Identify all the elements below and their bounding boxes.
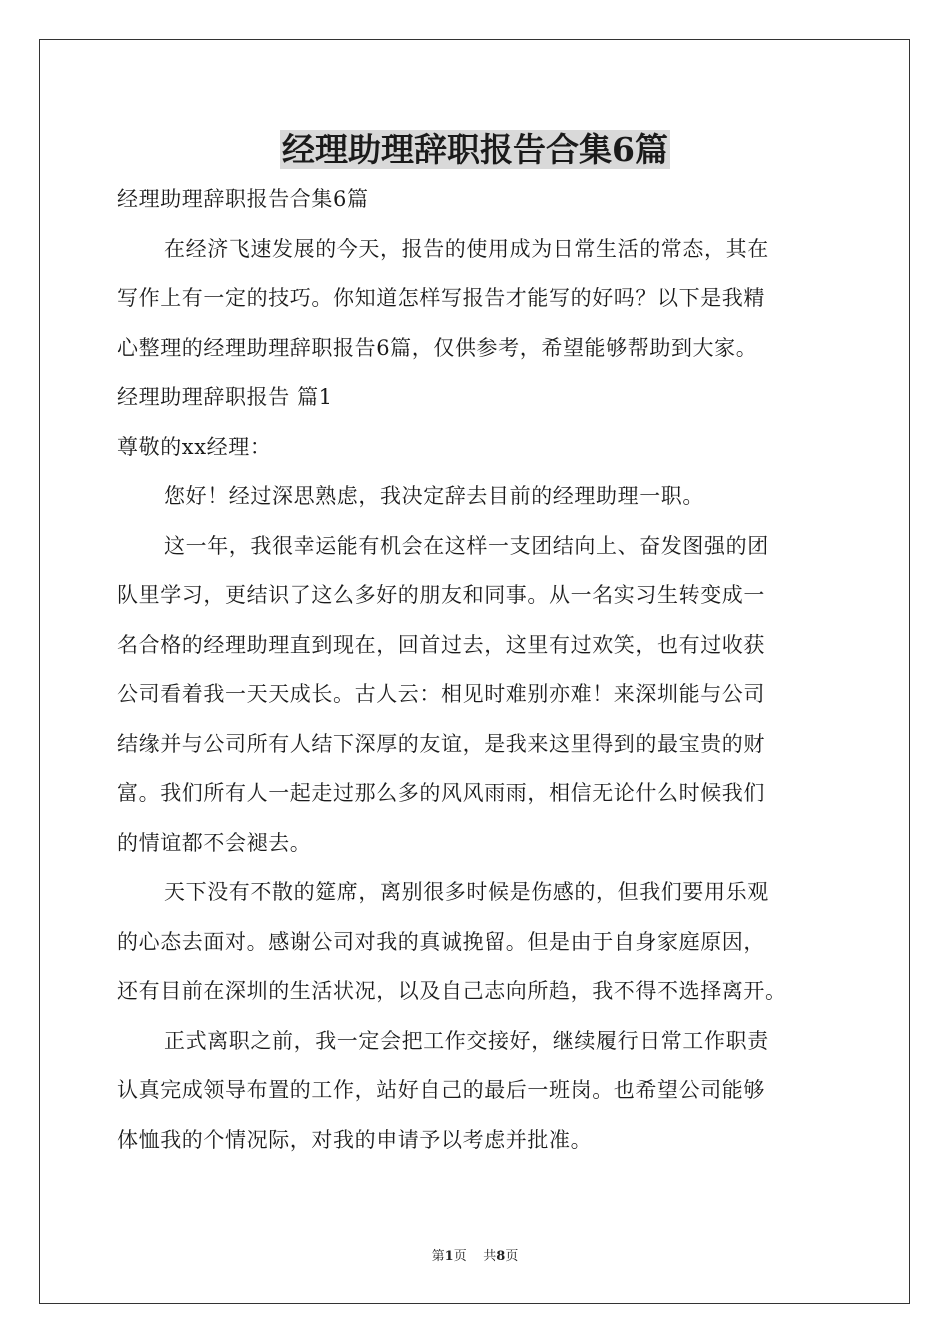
text-line: 您好！经过深思熟虑，我决定辞去目前的经理助理一职。 xyxy=(164,484,704,508)
text-line: 天下没有不散的筵席，离别很多时候是伤感的，但我们要用乐观 xyxy=(164,880,769,904)
text-line: 经理助理辞职报告 篇1 xyxy=(117,385,333,409)
text-line: 写作上有一定的技巧。你知道怎样写报告才能写的好吗？以下是我精 xyxy=(117,286,765,310)
text-line: 正式离职之前，我一定会把工作交接好，继续履行日常工作职责 xyxy=(164,1028,769,1053)
text-line: 公司看着我一天天成长。古人云：相见时难别亦难！来深圳能与公司 xyxy=(117,682,765,706)
page-label-suffix: 页 xyxy=(453,1249,467,1264)
text-line: 体恤我的个情况际，对我的申请予以考虑并批准。 xyxy=(117,1127,593,1152)
text-line: 结缘并与公司所有人结下深厚的友谊，是我来这里得到的最宝贵的财 xyxy=(117,731,765,756)
text-line: 认真完成领导布置的工作，站好自己的最后一班岗。也希望公司能够 xyxy=(117,1078,765,1102)
page-footer xyxy=(0,1245,950,1264)
total-page-count: 8 xyxy=(496,1249,506,1264)
text-line: 的情谊都不会褪去。 xyxy=(117,830,312,855)
text-line: 富。我们所有人一起走过那么多的风风雨雨，相信无论什么时候我们 xyxy=(117,781,765,805)
document-body xyxy=(117,175,835,1165)
text-line: 经理助理辞职报告合集6篇 xyxy=(117,187,369,211)
page-label-prefix: 第 xyxy=(431,1249,445,1264)
total-label-suffix: 页 xyxy=(505,1249,519,1264)
current-page-number: 1 xyxy=(444,1249,454,1264)
text-line: 这一年，我很幸运能有机会在这样一支团结向上、奋发图强的团 xyxy=(164,533,769,558)
text-line: 的心态去面对。感谢公司对我的真诚挽留。但是由于自身家庭原因， xyxy=(117,929,765,954)
text-line: 名合格的经理助理直到现在，回首过去，这里有过欢笑，也有过收获 xyxy=(117,632,765,657)
text-line: 还有目前在深圳的生活状况，以及自己志向所趋，我不得不选择离开。 xyxy=(117,979,787,1003)
text-line: 心整理的经理助理辞职报告6篇，仅供参考，希望能够帮助到大家。 xyxy=(117,335,758,360)
text-line: 尊敬的xx经理： xyxy=(117,434,272,459)
document-title xyxy=(0,128,950,172)
document-title-text: 经理助理辞职报告合集6篇 xyxy=(282,130,668,169)
text-line: 在经济飞速发展的今天，报告的使用成为日常生活的常态，其在 xyxy=(164,236,769,261)
total-label-prefix: 共 xyxy=(483,1249,497,1264)
text-line: 队里学习，更结识了这么多好的朋友和同事。从一名实习生转变成一 xyxy=(117,583,765,607)
